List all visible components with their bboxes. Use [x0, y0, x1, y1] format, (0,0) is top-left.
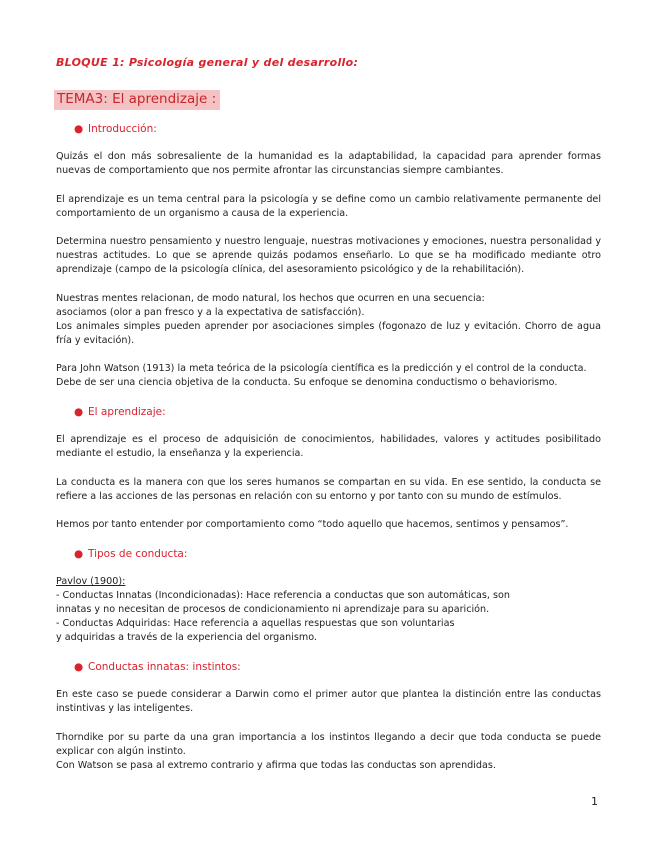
paragraph-line: Nuestras mentes relacionan, de modo natural, los hechos que ocurren en una secuencia: [56, 293, 485, 304]
bullet-icon: ● [74, 406, 84, 418]
section-heading-label: Conductas innatas: instintos: [88, 661, 241, 673]
paragraph: Con Watson se pasa al extremo contrario y afirma que todas las conductas son aprendidas. [56, 760, 496, 771]
section-heading-label: Tipos de conducta: [88, 548, 188, 560]
paragraph-line: asociamos (olor a pan fresco y a la expectativa de satisfacción). [56, 307, 365, 318]
paragraph: Los animales simples pueden aprender por asociaciones simples (fogonazo de luz y evitación. Chorro de agua fría y evitación). [56, 321, 601, 346]
paragraph: Quizás el don más sobresaliente de la humanidad es la adaptabilidad, la capacidad para aprender formas nuevas de comportamiento que nos permite afrontar las circunstancias siempre cambiantes. [56, 151, 601, 176]
paragraph: La conducta es la manera con que los seres humanos se compartan en su vida. En ese sentido, la conducta se refiere a las acciones de las personas en relación con su entorno y por tanto con su mundo de estímulos. [56, 477, 601, 502]
bullet-icon: ● [74, 548, 84, 560]
paragraph: El aprendizaje es un tema central para la psicología y se define como un cambio relativamente permanente del comportamiento de un organismo a causa de la experiencia. [56, 194, 601, 219]
bullet-icon: ● [74, 661, 84, 673]
paragraph-line: Debe de ser una ciencia objetiva de la conducta. Su enfoque se denomina conductismo o behaviorismo. [56, 377, 558, 388]
section-heading-tipos [74, 547, 187, 561]
section-heading-label: Introducción: [88, 123, 157, 135]
paragraph-line: - Conductas Adquiridas: Hace referencia a aquellas respuestas que son voluntarias [56, 618, 455, 629]
page-number: 1 [591, 795, 598, 808]
paragraph-line: y adquiridas a través de la experiencia del organismo. [56, 632, 317, 643]
section-heading-aprendizaje [74, 405, 166, 419]
tema-title: TEMA3: El aprendizaje : [54, 90, 220, 110]
paragraph: En este caso se puede considerar a Darwin como el primer autor que plantea la distinción entre las conductas instintivas y las inteligentes. [56, 689, 601, 714]
paragraph: Thorndike por su parte da una gran importancia a los instintos llegando a decir que toda conducta se puede explicar con algún instinto. [56, 732, 601, 757]
paragraph: Hemos por tanto entender por comportamiento como “todo aquello que hacemos, sentimos y pensamos”. [56, 519, 569, 530]
paragraph-line: Para John Watson (1913) la meta teórica de la psicología científica es la predicción y el control de la conducta. [56, 363, 587, 374]
block-title: BLOQUE 1: Psicología general y del desarrollo: [56, 56, 359, 69]
paragraph: Determina nuestro pensamiento y nuestro lenguaje, nuestras motivaciones y emociones, nuestra personalidad y nuestras actitudes. Lo que se aprende quizás podamos enseñarlo. Lo que se ha modificado mediante otro aprendizaje (campo de la psicología clínica, del asesoramiento psicológico y de la rehabilitación). [56, 236, 601, 275]
section-heading-intro [74, 122, 157, 136]
paragraph: El aprendizaje es el proceso de adquisición de conocimientos, habilidades, valores y actitudes posibilitado mediante el estudio, la enseñanza y la experiencia. [56, 434, 601, 459]
bullet-icon: ● [74, 123, 84, 135]
pavlov-heading: Pavlov (1900): [56, 576, 126, 587]
paragraph-line: - Conductas Innatas (Incondicionadas): Hace referencia a conductas que son automáticas, son [56, 590, 510, 601]
section-heading-label: El aprendizaje: [88, 406, 166, 418]
paragraph-line: innatas y no necesitan de procesos de condicionamiento ni aprendizaje para su aparición. [56, 604, 490, 615]
section-heading-innatas [74, 660, 241, 674]
